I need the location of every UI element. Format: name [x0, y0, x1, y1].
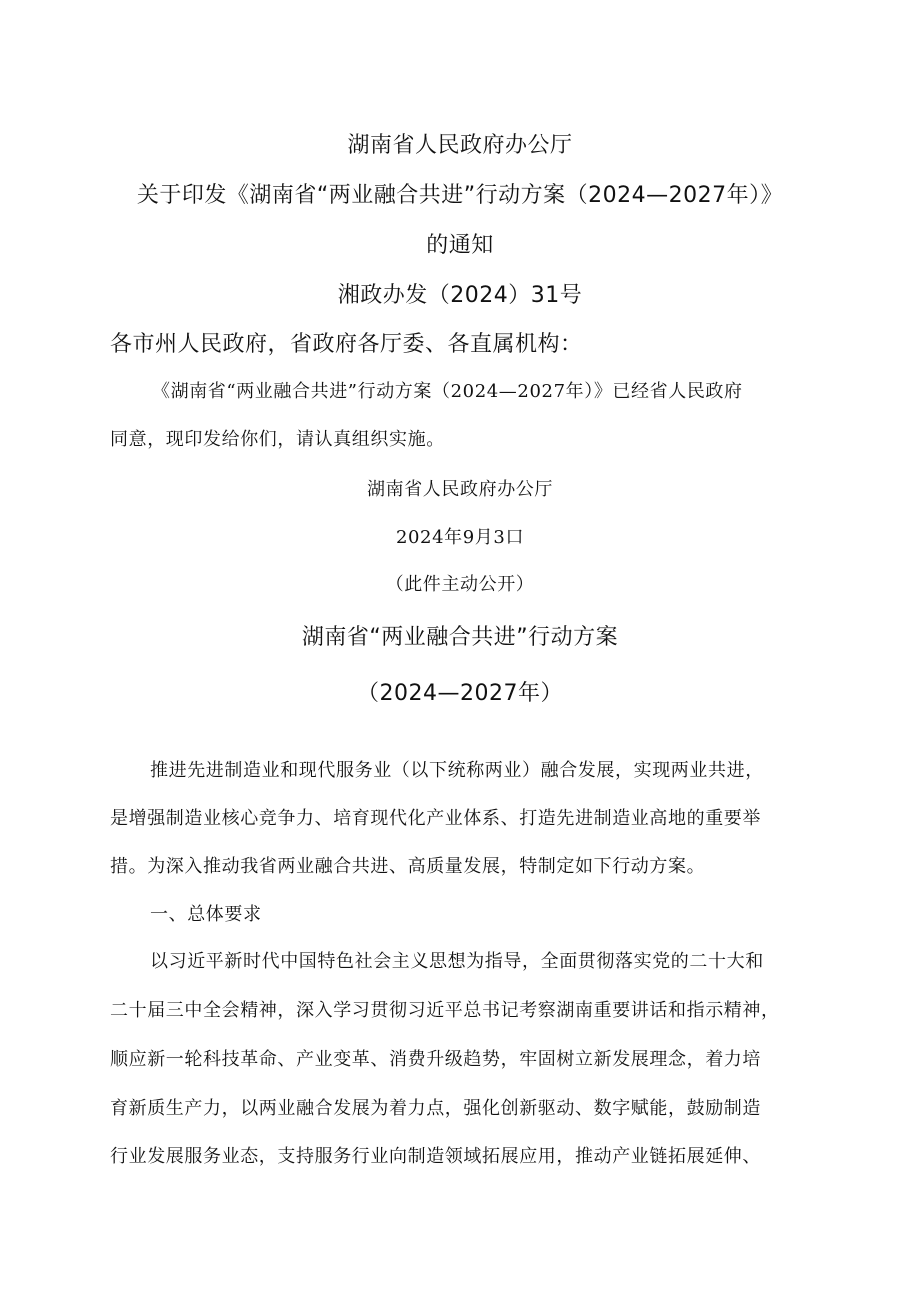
- section-heading: 一、总体要求: [150, 904, 262, 925]
- document-number: 湘政办发（2024）31号: [337, 283, 583, 308]
- issue-date: 2024年9月3口: [395, 527, 525, 548]
- plan-years: （2024—2027年）: [357, 681, 563, 706]
- section1-line: 行业发展服务业态，支持服务行业向制造领域拓展应用，推动产业链拓展延伸、: [110, 1146, 761, 1167]
- issuer-title: 湖南省人民政府办公厅: [347, 133, 573, 158]
- plan-title: 湖南省“两业融合共进”行动方案: [301, 625, 619, 650]
- signature: 湖南省人民政府办公厅: [367, 479, 553, 500]
- intro-line: 措。为深入推动我省两业融合共进、高质量发展，特制定如下行动方案。: [110, 856, 706, 877]
- section1-line: 二十届三中全会精神，深入学习贯彻习近平总书记考察湖南重要讲话和指示精神，: [110, 1000, 780, 1021]
- notice-title-line2: 的通知: [426, 233, 494, 258]
- intro-line: 是增强制造业核心竞争力、培育现代化产业体系、打造先进制造业高地的重要举: [110, 808, 761, 829]
- section1-line: 育新质生产力，以两业融合发展为着力点，强化创新驱动、数字赋能，鼓励制造: [110, 1098, 761, 1119]
- notice-body-line1: 《湖南省“两业融合共进”行动方案（2024—2027年）》已经省人民政府: [152, 381, 743, 402]
- notice-body-line2: 同意，现印发给你们，请认真组织实施。: [110, 429, 445, 450]
- section1-line: 顺应新一轮科技革命、产业变革、消费升级趋势，牢固树立新发展理念，着力培: [110, 1049, 761, 1070]
- section1-line: 以习近平新时代中国特色社会主义思想为指导，全面贯彻落实党的二十大和: [150, 951, 764, 972]
- disclosure-note: （此件主动公开）: [385, 574, 535, 595]
- notice-title-line1: 关于印发《湖南省“两业融合共进”行动方案（2024—2027年）》: [136, 183, 784, 208]
- intro-line: 推进先进制造业和现代服务业（以下统称两业）融合发展，实现两业共进，: [150, 760, 764, 781]
- addressee: 各市州人民政府，省政府各厅委、各直属机构：: [110, 332, 583, 357]
